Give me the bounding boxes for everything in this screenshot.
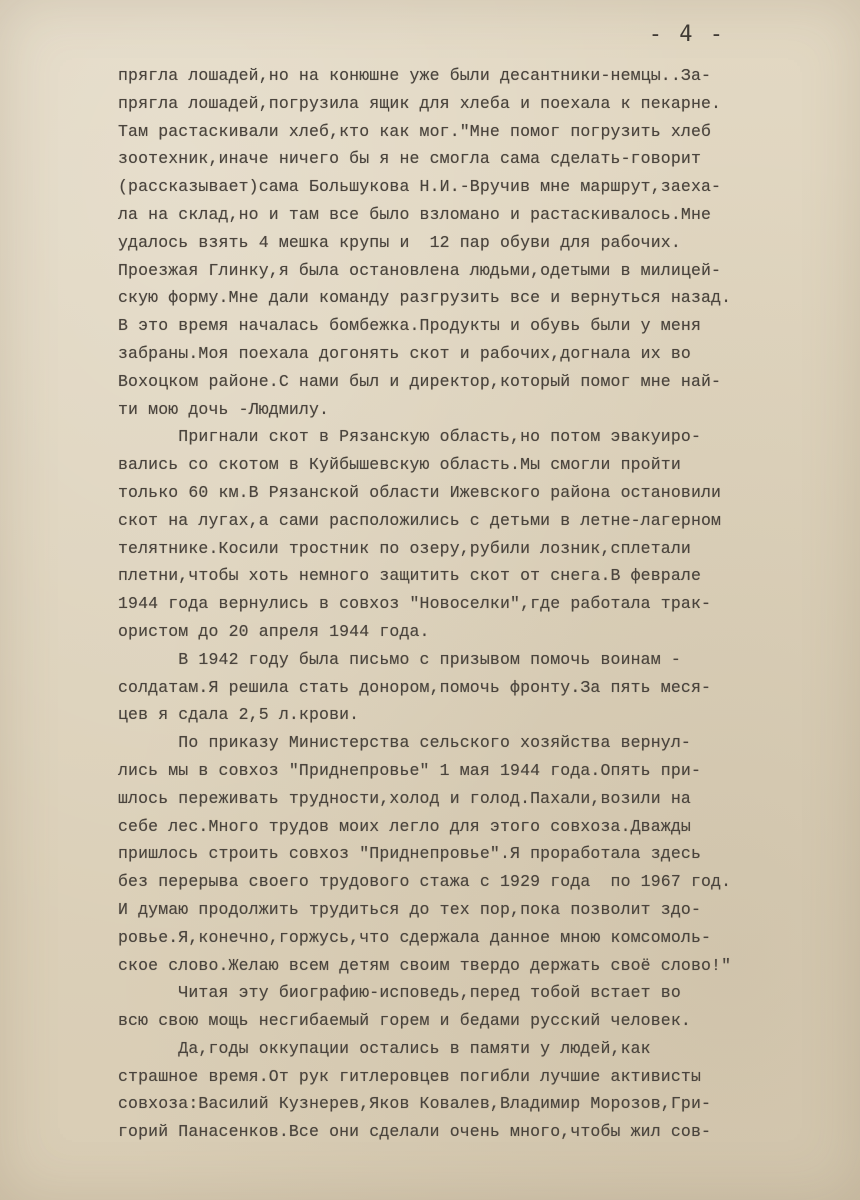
text-line: горий Панасенков.Все они сделали очень много,чтобы жил сов- [118,1122,712,1142]
text-line: Читая эту биографию-исповедь,перед тобой встает во [118,983,681,1003]
text-line: зоотехник,иначе ничего бы я не смогла сама сделать-говорит [118,149,701,169]
text-line: солдатам.Я решила стать донором,помочь фронту.За пять меся- [118,677,712,697]
text-line: телятнике.Косили тростник по озеру,рубили лозник,сплетали [118,538,691,558]
text-line: Проезжая Глинку,я была остановлена людьми,одетыми в милицей- [118,260,722,280]
text-line: пришлось строить совхоз "Приднепровье".Я проработала здесь [118,844,701,864]
text-line: скую форму.Мне дали команду разгрузить все и вернуться назад. [118,288,732,308]
text-line: Там растаскивали хлеб,кто как мог."Мне помог погрузить хлеб [118,121,712,141]
text-line: прягла лошадей,но на конюшне уже были десантники-немцы..За- [118,66,712,85]
typewritten-text [118,62,818,1146]
text-line: 1944 года вернулись в совхоз "Новоселки",где работала трак- [118,594,712,614]
text-line: ти мою дочь -Людмилу. [118,399,330,419]
text-line: шлось переживать трудности,холод и голод.Пахали,возили на [118,788,691,808]
text-line: Пригнали скот в Рязанскую область,но потом эвакуиро- [118,427,701,447]
text-line: прягла лошадей,погрузила ящик для хлеба и поехала к пекарне. [118,93,722,113]
text-line: забраны.Моя поехала догонять скот и рабочих,догнала их во [118,343,691,363]
text-line: ористом до 20 апреля 1944 года. [118,621,430,641]
text-line: вались со скотом в Куйбышевскую область.Мы смогли пройти [118,455,681,475]
text-line: ла на склад,но и там все было взломано и растаскивалось.Мне [118,204,712,224]
text-line: И думаю продолжить трудиться до тех пор,пока позволит здо- [118,899,701,919]
text-line: ровье.Я,конечно,горжусь,что сдержала данное мною комсомоль- [118,927,712,947]
text-line: Вохоцком районе.С нами был и директор,который помог мне най- [118,371,722,391]
text-line: цев я сдала 2,5 л.крови. [118,705,360,725]
text-line: скот на лугах,а сами расположились с детьми в летне-лагерном [118,510,722,530]
text-line: В 1942 году была письмо с призывом помочь воинам - [118,649,681,669]
text-line: ское слово.Желаю всем детям своим твердо держать своё слово!" [118,955,732,975]
text-line: всю свою мощь несгибаемый горем и бедами русский человек. [118,1011,691,1031]
text-line: удалось взять 4 мешка крупы и 12 пар обуви для рабочих. [118,232,681,252]
text-line: совхоза:Василий Кузнерев,Яков Ковалев,Владимир Морозов,Гри- [118,1094,712,1114]
text-line: страшное время.От рук гитлеровцев погибли лучшие активисты [118,1066,701,1086]
text-line: Да,годы оккупации остались в памяти у людей,как [118,1038,651,1058]
text-line: без перерыва своего трудового стажа с 1929 года по 1967 год. [118,872,732,892]
text-line: только 60 км.В Рязанской области Ижевского района остановили [118,482,722,502]
page-number: - 4 - [648,22,725,47]
text-line: плетни,чтобы хоть немного защитить скот от снега.В феврале [118,566,701,586]
text-line: себе лес.Много трудов моих легло для этого совхоза.Дважды [118,816,691,836]
text-line: В это время началась бомбежка.Продукты и обувь были у меня [118,316,701,336]
text-line: По приказу Министерства сельского хозяйства вернул- [118,733,691,753]
text-line: (рассказывает)сама Большукова Н.И.-Вручив мне маршрут,заеха- [118,177,722,197]
text-line: лись мы в совхоз "Приднепровье" 1 мая 1944 года.Опять при- [118,760,701,780]
